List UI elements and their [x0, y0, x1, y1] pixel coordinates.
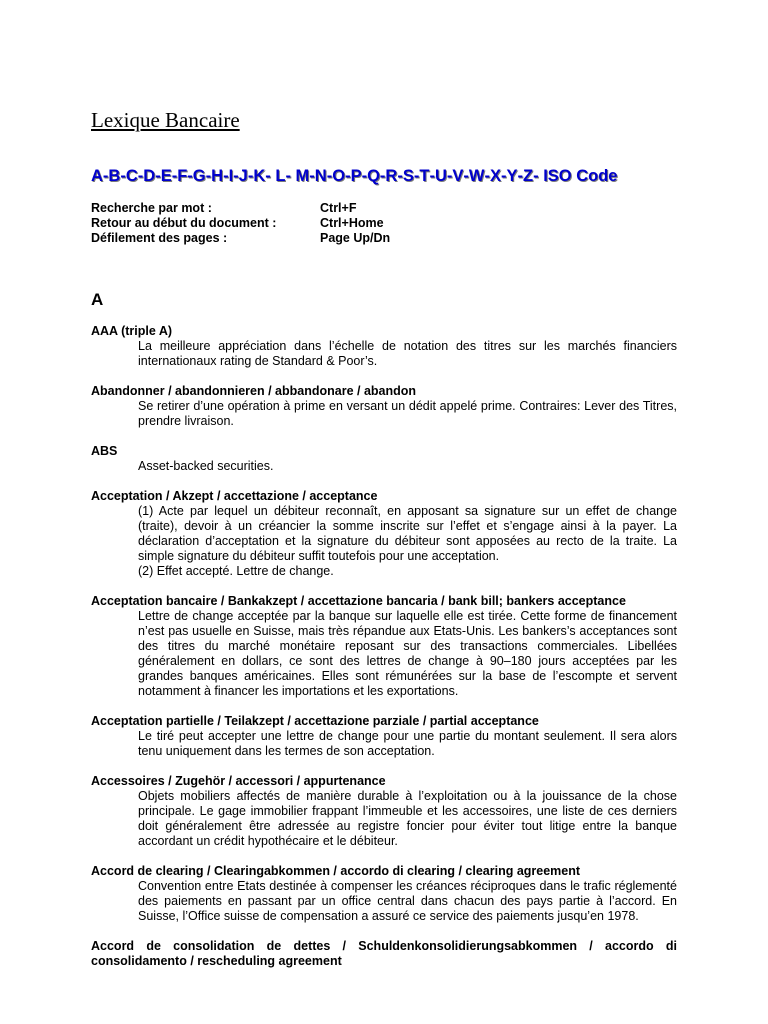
- entry-term: ABS: [91, 444, 118, 458]
- glossary-entry: [91, 714, 677, 759]
- entry-definition: [138, 504, 677, 579]
- alpha-link-c[interactable]: C: [125, 167, 138, 185]
- glossary-entry: [91, 384, 677, 429]
- entry-definition: [138, 789, 677, 849]
- iso-code-link[interactable]: ISO Code: [543, 167, 618, 185]
- shortcut-row: [91, 231, 390, 246]
- alpha-link-t[interactable]: T: [419, 167, 430, 185]
- alpha-link-o[interactable]: O: [332, 167, 346, 185]
- shortcut-key: Page Up/Dn: [320, 231, 391, 245]
- definition-paragraph: Se retirer d’une opération à prime en versant un dédit appelé prime. Contraires: Lever des Titres, prendre livraison.: [138, 399, 677, 428]
- separator: -: [463, 167, 469, 185]
- entry-term: Acceptation bancaire / Bankakzept / accettazione bancaria / bank bill; bankers acceptance: [91, 594, 626, 608]
- page-title: Lexique Bancaire: [91, 108, 240, 132]
- glossary-entry: [91, 489, 677, 579]
- separator: -: [247, 167, 254, 185]
- separator: -: [413, 167, 420, 185]
- entry-term: Acceptation partielle / Teilakzept / accettazione parziale / partial acceptance: [91, 714, 539, 728]
- entry-definition: [138, 339, 677, 369]
- glossary-entry: [91, 774, 677, 849]
- entry-term: Acceptation / Akzept / accettazione / acceptance: [91, 489, 378, 503]
- alpha-link-n[interactable]: N: [314, 167, 327, 185]
- alpha-link-r[interactable]: R: [385, 167, 398, 185]
- alpha-link-s[interactable]: S: [402, 167, 414, 185]
- separator: -: [429, 167, 435, 185]
- shortcut-list: [91, 201, 390, 246]
- alpha-link-w[interactable]: W: [468, 167, 485, 185]
- separator: -: [171, 167, 178, 185]
- alpha-link-e[interactable]: E: [160, 167, 172, 185]
- glossary-entry: [91, 594, 677, 699]
- entry-term: Abandonner / abandonnieren / abbandonare / abandon: [91, 384, 417, 398]
- alpha-link-d[interactable]: D: [143, 167, 156, 185]
- alpha-link-q[interactable]: Q: [367, 167, 380, 185]
- entry-definition: [138, 459, 677, 474]
- separator: -: [155, 167, 161, 185]
- shortcut-label: Recherche par mot :: [91, 201, 212, 215]
- alpha-link-b[interactable]: B: [108, 167, 121, 185]
- shortcut-row: [91, 201, 390, 216]
- alpha-link-g[interactable]: G: [192, 167, 206, 185]
- alpha-link-a[interactable]: A: [91, 167, 103, 185]
- entry-term: Accord de consolidation de dettes / Schuldenkonsolidierungsabkommen / accordo di consolidamento / rescheduling agreement: [91, 939, 677, 968]
- shortcut-label: Retour au début du document :: [91, 216, 277, 230]
- separator: -: [265, 167, 276, 185]
- separator: -: [379, 167, 386, 185]
- definition-paragraph: Lettre de change acceptée par la banque sur laquelle elle est tirée. Cette forme de financement n’est pas usuelle en Suisse, mais très répandue aux Etats-Unis. Les bankers’s acceptances sont des titres du marché monétaire reposant sur des transactions commerciales. Libellées généralement en dollars, ce sont des lettres de change à 90–180 jours acceptées par les grandes banques américaines. Elles sont rémunérées sur la base de l’escompte et servent notamment à financer les importations et les exportations.: [138, 609, 677, 698]
- alpha-link-x[interactable]: X: [489, 167, 501, 185]
- entry-definition: [138, 729, 677, 759]
- entry-term: Accessoires / Zugehör / accessori / appurtenance: [91, 774, 386, 788]
- entry-list: [91, 324, 677, 984]
- glossary-entry: [91, 864, 677, 924]
- definition-paragraph: (2) Effet accepté. Lettre de change.: [138, 564, 334, 578]
- separator: -: [326, 167, 333, 185]
- separator: -: [223, 167, 229, 185]
- separator: -: [533, 167, 544, 185]
- definition-paragraph: Convention entre Etats destinée à compenser les créances réciproques dans le trafic réglementé des paiements en passant par un office central dans chacun des pays partie à l’accord. En Suisse, l’Office suisse de compensation a assuré ce service des paiements jusqu’en 1978.: [138, 879, 677, 923]
- separator: -: [397, 167, 403, 185]
- separator: -: [446, 167, 453, 185]
- separator: -: [187, 167, 193, 185]
- shortcut-key: Ctrl+Home: [320, 216, 384, 230]
- alpha-link-k[interactable]: K: [253, 167, 266, 185]
- alpha-link-y[interactable]: Y: [506, 167, 518, 185]
- glossary-entry: [91, 444, 677, 474]
- definition-paragraph: Asset-backed securities.: [138, 459, 274, 473]
- alpha-link-z[interactable]: Z: [523, 167, 534, 185]
- glossary-entry: [91, 324, 677, 369]
- alpha-link-l[interactable]: L: [275, 167, 286, 185]
- entry-definition: [138, 609, 677, 699]
- separator: -: [309, 167, 315, 185]
- alpha-link-f[interactable]: F: [177, 167, 188, 185]
- separator: -: [233, 167, 239, 185]
- entry-term: Accord de clearing / Clearingabkommen / accordo di clearing / clearing agreement: [91, 864, 581, 878]
- alpha-link-v[interactable]: V: [452, 167, 464, 185]
- alpha-link-m[interactable]: M: [295, 167, 310, 185]
- separator: -: [500, 167, 507, 185]
- shortcut-label: Défilement des pages :: [91, 231, 228, 245]
- alpha-link-j[interactable]: J: [238, 167, 248, 185]
- definition-paragraph: Le tiré peut accepter une lettre de change pour une partie du montant seulement. Il sera alors tenu uniquement dans les termes de son acceptation.: [138, 729, 677, 758]
- alphabet-index: [91, 164, 617, 188]
- shortcut-key: Ctrl+F: [320, 201, 357, 215]
- separator: -: [120, 167, 126, 185]
- alpha-link-i[interactable]: I: [228, 167, 234, 185]
- separator: -: [484, 167, 490, 185]
- glossary-entry: [91, 939, 677, 969]
- entry-definition: [138, 879, 677, 924]
- separator: -: [137, 167, 144, 185]
- separator: -: [102, 167, 109, 185]
- separator: -: [345, 167, 351, 185]
- alpha-link-p[interactable]: P: [350, 167, 362, 185]
- definition-paragraph: Objets mobiliers affectés de manière durable à l’exploitation ou à la jouissance de la chose principale. Le gage immobilier frappant l’immeuble et les accessoires, une liste de ces derniers doit généralement être adressée au registre foncier pour éviter tout litige entre la banque accordant un crédit hypothécaire et le débiteur.: [138, 789, 677, 848]
- definition-paragraph: La meilleure appréciation dans l’échelle de notation des titres sur les marchés financiers internationaux rating de Standard & Poor’s.: [138, 339, 677, 368]
- alpha-link-u[interactable]: U: [434, 167, 447, 185]
- separator: -: [285, 167, 296, 185]
- shortcut-row: [91, 216, 390, 231]
- separator: -: [205, 167, 212, 185]
- separator: -: [517, 167, 523, 185]
- section-letter: A: [91, 290, 104, 309]
- entry-term: AAA (triple A): [91, 324, 173, 338]
- entry-definition: [138, 399, 677, 429]
- separator: -: [361, 167, 368, 185]
- definition-paragraph: (1) Acte par lequel un débiteur reconnaît, en apposant sa signature sur un effet de change (traite), devoir à un créancier la somme inscrite sur l’effet et s’engage ainsi à la payer. La déclaration d’acceptation et la signature du débiteur sont apposées au recto de la traite. La simple signature du débiteur suffit toutefois pour une acceptation.: [138, 504, 677, 563]
- alpha-link-h[interactable]: H: [211, 167, 224, 185]
